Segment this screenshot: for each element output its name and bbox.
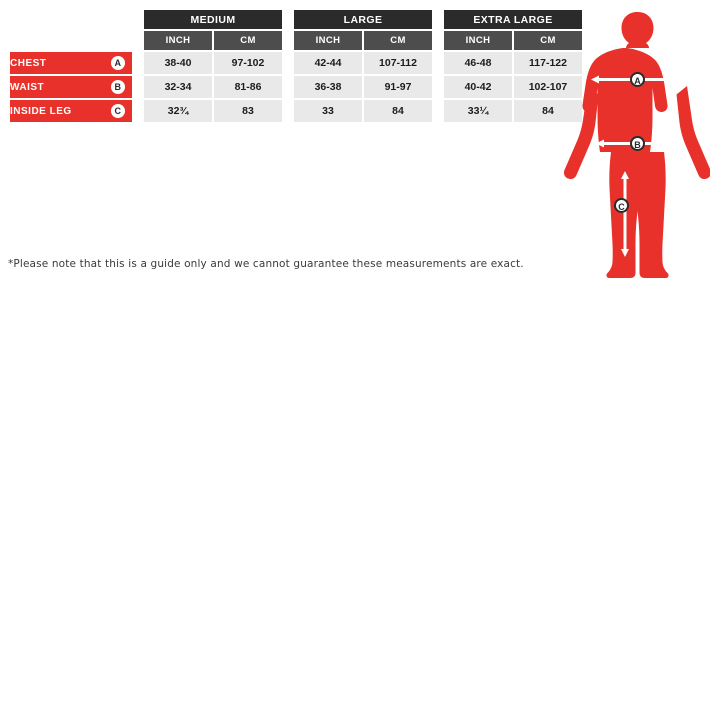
cell-inside-leg-medium-inch: 32¾ (144, 100, 212, 122)
group-header-medium: MEDIUM (144, 10, 282, 29)
cell-waist-large-cm: 91-97 (364, 76, 432, 98)
cell-waist-xl-inch: 40-42 (444, 76, 512, 98)
cell-chest-large-cm: 107-112 (364, 52, 432, 74)
column-gap (434, 100, 442, 122)
cell-chest-medium-cm: 97-102 (214, 52, 282, 74)
column-gap (134, 52, 142, 74)
cell-inside-leg-xl-cm: 84 (514, 100, 582, 122)
unit-header-large-inch: INCH (294, 31, 362, 50)
group-header-large: LARGE (294, 10, 432, 29)
cell-inside-leg-medium-cm: 83 (214, 100, 282, 122)
row-label-text: CHEST (10, 57, 47, 69)
cell-chest-xl-cm: 117-122 (514, 52, 582, 74)
cell-inside-leg-large-inch: 33 (294, 100, 362, 122)
row-label-waist (10, 76, 132, 98)
row-label-text: INSIDE LEG (10, 105, 72, 117)
column-gap (284, 100, 292, 122)
column-gap (434, 31, 442, 50)
cell-waist-large-inch: 36-38 (294, 76, 362, 98)
unit-header-xl-cm: CM (514, 31, 582, 50)
figure-marker-a: A (630, 72, 645, 87)
unit-header-xl-inch: INCH (444, 31, 512, 50)
table-unit-header-row (10, 31, 582, 50)
column-gap (434, 76, 442, 98)
row-label-chest (10, 52, 132, 74)
table-row (10, 100, 582, 122)
group-header-extra-large: EXTRA LARGE (444, 10, 582, 29)
row-label-inside-leg (10, 100, 132, 122)
row-badge-c: C (111, 104, 125, 118)
unit-header-medium-cm: CM (214, 31, 282, 50)
table-row (10, 76, 582, 98)
cell-chest-large-inch: 42-44 (294, 52, 362, 74)
column-gap (134, 100, 142, 122)
unit-header-large-cm: CM (364, 31, 432, 50)
table-group-header-row (10, 10, 582, 29)
figure-marker-b: B (630, 136, 645, 151)
column-gap (284, 10, 292, 29)
cell-inside-leg-large-cm: 84 (364, 100, 432, 122)
cell-inside-leg-xl-inch: 33¼ (444, 100, 512, 122)
column-gap (284, 76, 292, 98)
cell-waist-medium-inch: 32-34 (144, 76, 212, 98)
column-gap (134, 10, 142, 29)
cell-chest-xl-inch: 46-48 (444, 52, 512, 74)
size-chart-table (8, 8, 584, 124)
figure-marker-c: C (614, 198, 629, 213)
column-gap (434, 52, 442, 74)
body-figure (560, 6, 710, 284)
row-badge-a: A (111, 56, 125, 70)
column-gap (284, 31, 292, 50)
column-gap (284, 52, 292, 74)
disclaimer-note: *Please note that this is a guide only and we cannot guarantee these measurements are exact. (8, 258, 524, 270)
cell-waist-xl-cm: 102-107 (514, 76, 582, 98)
row-badge-b: B (111, 80, 125, 94)
cell-chest-medium-inch: 38-40 (144, 52, 212, 74)
table-row (10, 52, 582, 74)
column-gap (434, 10, 442, 29)
row-label-text: WAIST (10, 81, 45, 93)
corner-spacer-2 (10, 31, 132, 50)
unit-header-medium-inch: INCH (144, 31, 212, 50)
column-gap (134, 76, 142, 98)
corner-spacer (10, 10, 132, 29)
cell-waist-medium-cm: 81-86 (214, 76, 282, 98)
column-gap (134, 31, 142, 50)
